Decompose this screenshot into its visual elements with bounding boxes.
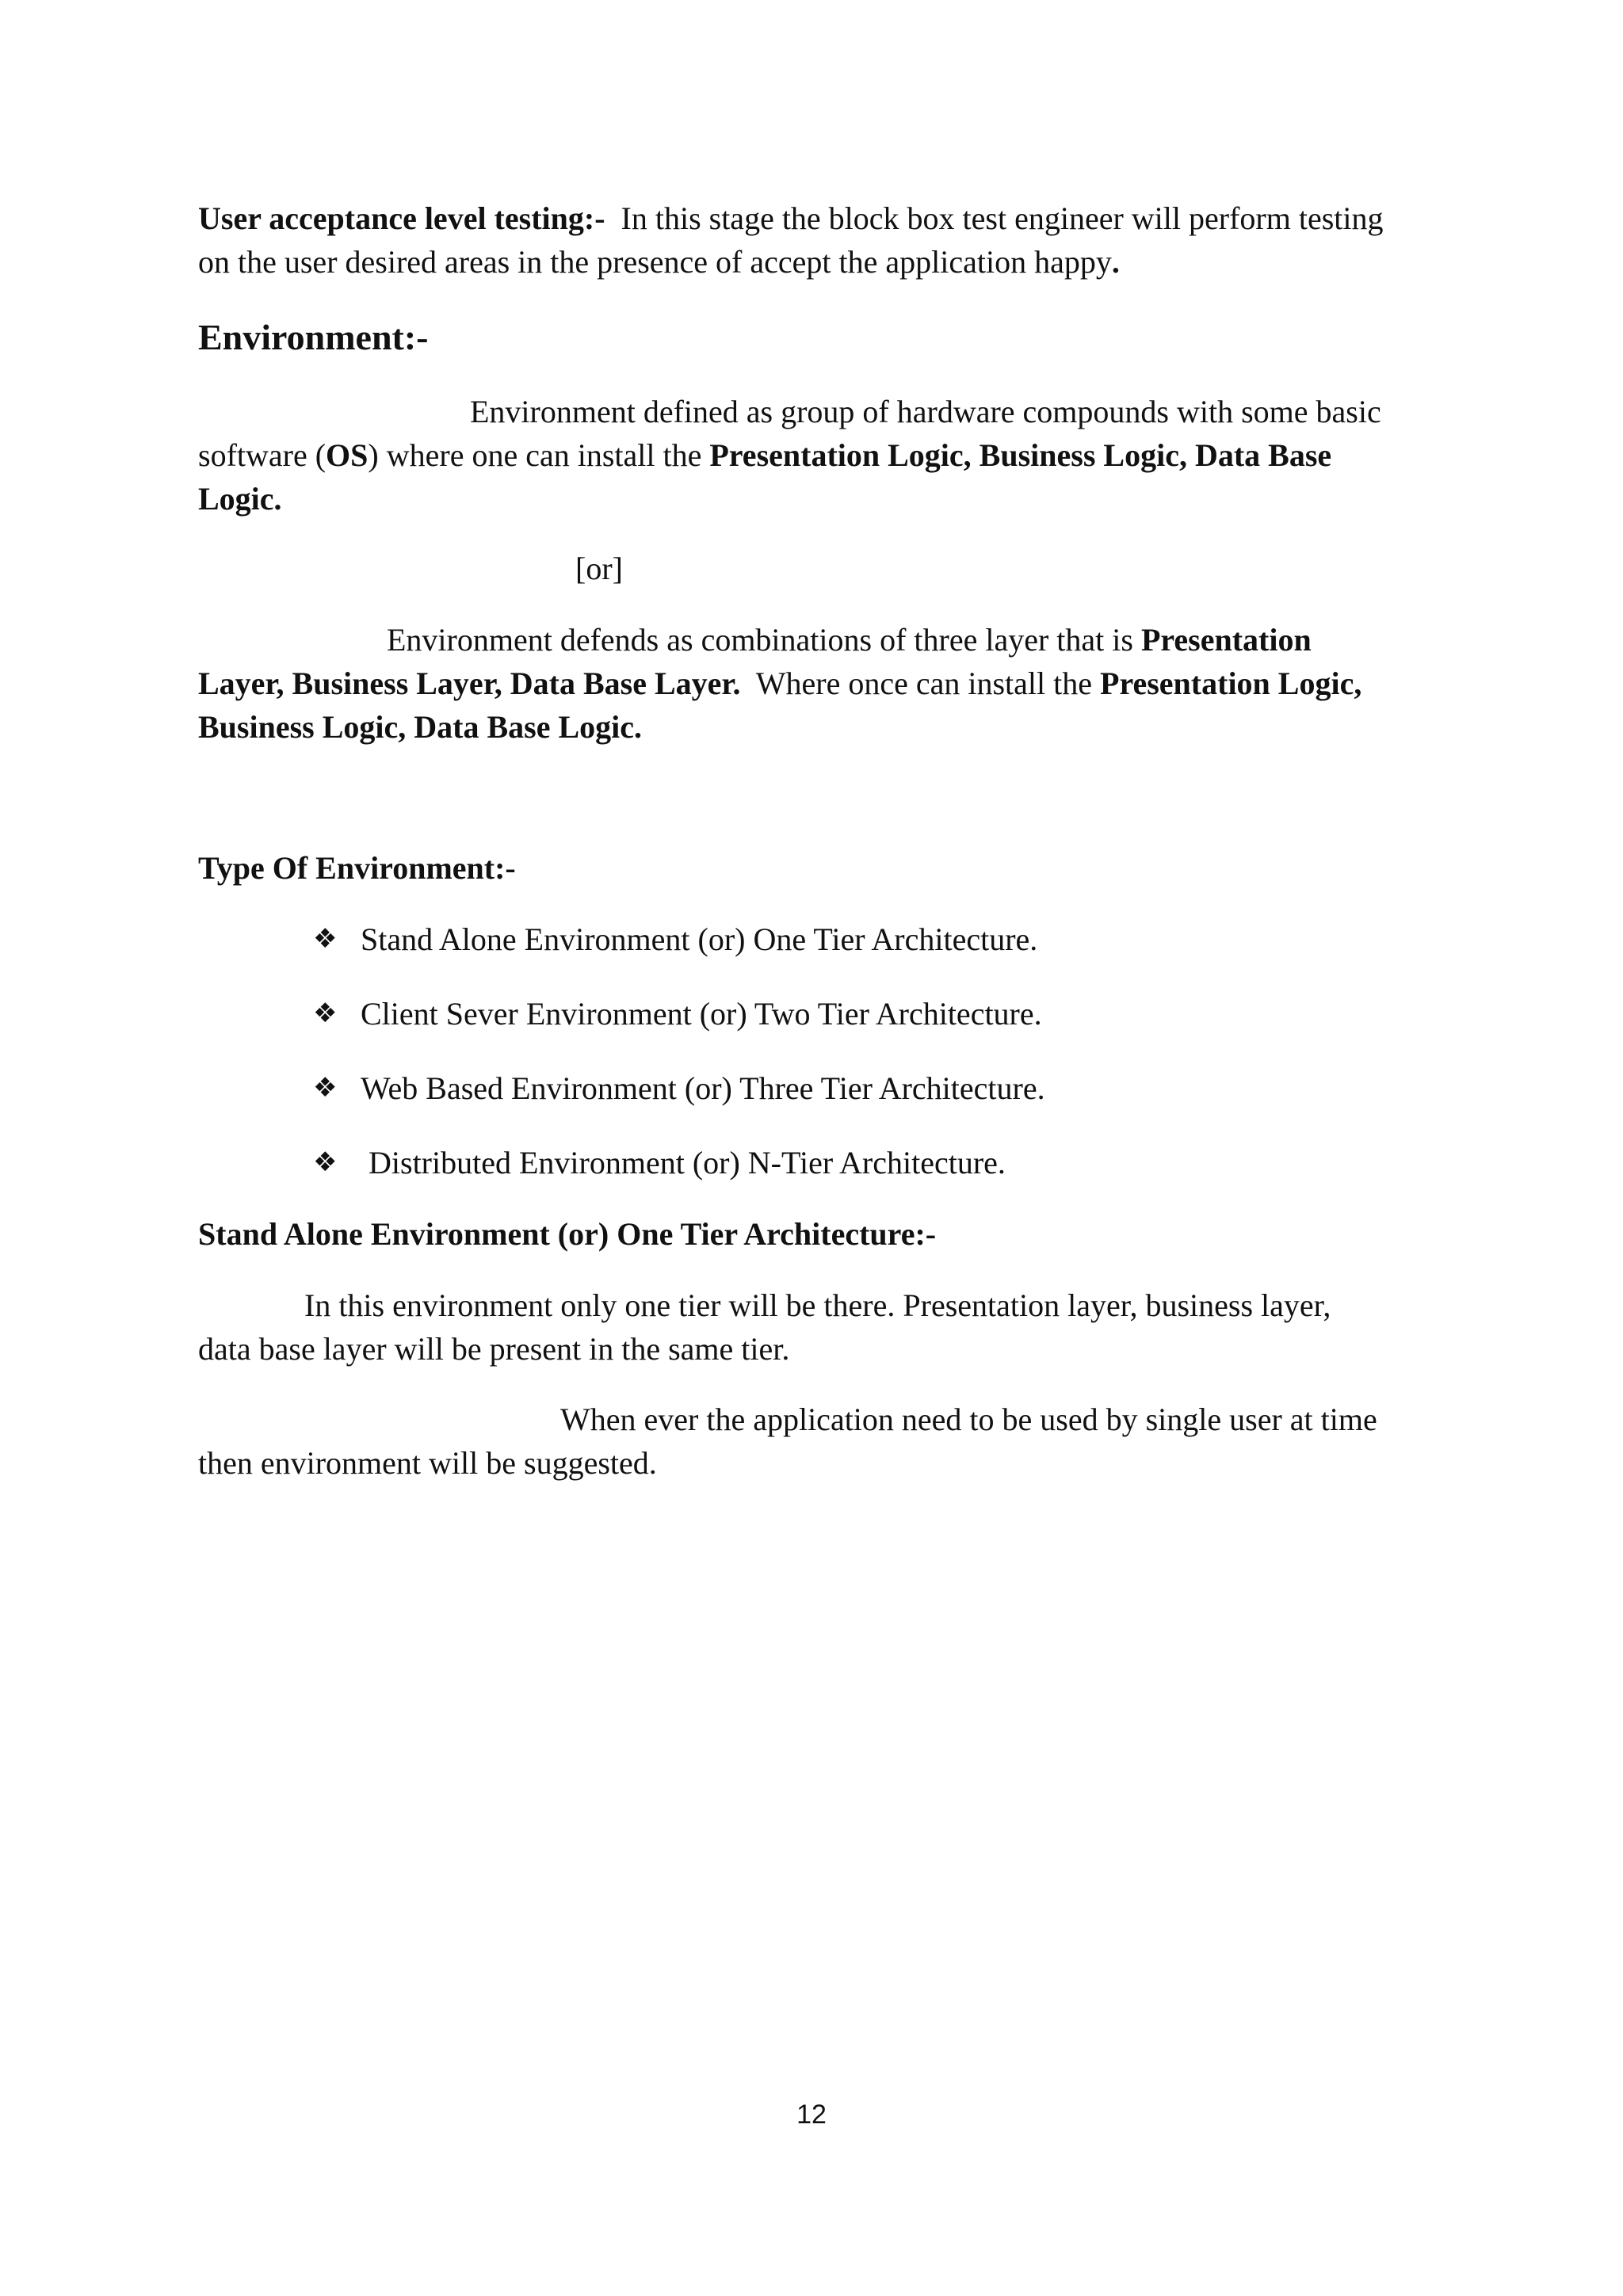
env-def1-pre-os: software (	[198, 437, 327, 473]
diamond-bullet-icon: ❖	[313, 1146, 338, 1178]
uat-line-2	[198, 240, 1120, 284]
uat-text-1: In this stage the block box test engineer will perform testing	[605, 200, 1384, 236]
standalone-heading: Stand Alone Environment (or) One Tier Architecture:-	[198, 1216, 937, 1252]
standalone-para2-line-2: then environment will be suggested.	[198, 1445, 657, 1481]
uat-label: User acceptance level testing:-	[198, 200, 605, 236]
diamond-bullet-icon: ❖	[313, 1072, 338, 1104]
environment-heading: Environment:-	[198, 317, 429, 357]
env-def2-line1-bold: Presentation	[1140, 622, 1312, 658]
standalone-para1-line-2: data base layer will be present in the same tier.	[198, 1331, 790, 1367]
or-text: [or]	[575, 551, 623, 586]
types-heading: Type Of Environment:-	[198, 850, 516, 886]
diamond-bullet-icon: ❖	[313, 997, 338, 1029]
page-number: 12	[796, 2100, 827, 2130]
list-item	[313, 1141, 1045, 1215]
list-item-text: Client Sever Environment (or) Two Tier Architecture.	[361, 996, 1042, 1032]
standalone-para2-line-1: When ever the application need to be used by single user at time	[560, 1402, 1377, 1437]
list-item	[313, 917, 1045, 992]
standalone-para1-line-1: In this environment only one tier will be there. Presentation layer, business layer,	[304, 1287, 1331, 1323]
env-def1-os: OS	[326, 437, 369, 473]
list-item-text: Web Based Environment (or) Three Tier Architecture.	[361, 1070, 1045, 1106]
environment-types-list	[313, 917, 1045, 1215]
env-def1-line-1: Environment defined as group of hardware compounds with some basic	[470, 394, 1381, 429]
uat-end: .	[1111, 244, 1120, 280]
env-def2-line-1	[387, 618, 1312, 662]
env-def2-line-2	[198, 662, 1361, 705]
diamond-bullet-icon: ❖	[313, 923, 338, 955]
env-def2-line2-mid: Where once can install the	[740, 666, 1101, 701]
env-def1-line3-bold: Logic.	[198, 481, 282, 517]
env-def1-line-2	[198, 433, 1331, 477]
env-def2-line2-bold-tail: Presentation Logic,	[1100, 666, 1362, 701]
uat-text-2: on the user desired areas in the presence of accept the application happy	[198, 244, 1112, 280]
env-def2-line1-pre: Environment defends as combinations of three layer that is	[387, 622, 1141, 658]
env-def1-bold-tail: Presentation Logic, Business Logic, Data Base	[709, 437, 1332, 473]
list-item-text: Stand Alone Environment (or) One Tier Architecture.	[361, 921, 1038, 957]
env-def2-line2-bold: Layer, Business Layer, Data Base Layer.	[198, 666, 741, 701]
env-def2-line3-bold: Business Logic, Data Base Logic.	[198, 709, 643, 745]
uat-line-1	[198, 196, 1384, 240]
list-item	[313, 992, 1045, 1066]
list-item	[313, 1066, 1045, 1141]
env-def1-line-3	[198, 477, 282, 521]
list-item-text: Distributed Environment (or) N-Tier Architecture.	[361, 1145, 1006, 1180]
env-def2-line-3	[198, 705, 642, 749]
env-def1-post-os: ) where one can install the	[368, 437, 710, 473]
